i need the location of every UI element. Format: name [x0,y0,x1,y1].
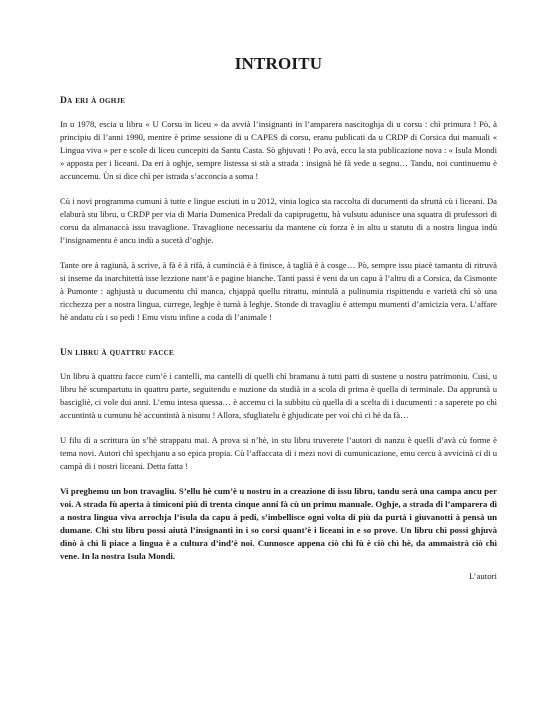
section-heading: Un libru à quattru facce [60,348,174,358]
paragraph: Cù i novi programma cumuni à tutte e lingue esciuti in u 2012, vinia logica sta raccolta di ducumenti da sfruttà cù i liceani. Da elaburà stu libru, u CRDP per via di Maria Dumenica Predali da capiprugettu, hà vulsutu adunisce una squatra di prufessori di corsu da almanaccà issu travaglione. Travaglione necessariu da mantene cù forza è in altu u statutu di a nostra lingua indù l’insignamentu è ancu indù a sucetà d’oghje. [60,196,497,245]
document-page [60,54,497,581]
section-un-libru [60,348,497,473]
closing-paragraph: Vi preghemu un bon travagliu. S’ellu hè cum’è u nostru in a creazione di issu libru, tandu serà una campa ancu per voi. A strada fù aperta à timiconi più di trenta cinque anni fà cù un primu manuale. Oghje, a strada di l’amparera di a nostra lingua viva arrochja l’isula da capu à pedi, s’imbellisce ogni volta di più da purtà i giuvanotti à pensà un dumane. Chì stu libru possi aiutà l’insignanti in i so corsi quant’è i liceani in e so prove. Un libru chì possi ghjuvà dinò à chì li piace a lingua è a cultura d’ind’è noi. Cunnosce appena ciò chì fù è ciò chì hè, da ammaistrà ciò chì vene. In la nostra Isula Mondi. [60,486,497,561]
paragraph: Tante ore à ragiunà, à scrive, à fà è à rifà, à cumincià è à finisce, à taglià è à cosge… Pò, sempre issu piacè tamantu di ritruvà si inseme da inarchitettà isse lezzione nant’à e pagine bianche. Tanti passi è veni da un capu à l’altru di a Corsica, da Cismonte à Pumonte : aghjustà u ducumentu chì manca, chjappà quellu ritrattu, mintulà a pulinumia rispittendu e varietà chì sò una ricchezza per a nostra lingua, currege, leghje è turnà à leghje. Stonde di travagliu è attempu mumenti d’amicizia vera. L’affare hè andatu cù i so pedi ! Emu vistu infine a coda di l’animale ! [60,260,497,322]
paragraph: Un libru à quattru facce cum’è i cantelli, ma cantelli di quelli chì bramanu à tutti patti di sustene u nostru patrimoniu. Cusì, u libru hè scumpartutu in quattru parte, seguitendu e nuzione da studià in a scola di prima è quella di terminale. Da appruntà u bascigliè, ci vole dui anni. L’emu intesa quessa… è accemu ci la subbitu cù quella di a scelta di i ducumenti : a saperete po chì accuntintà u cumunu hè accuntintà à nisunu ! Allora, sfugliatelu è ghjudicate per voi chì ci hè da fà… [60,371,497,420]
section-da-eri [60,96,497,324]
signature: L’autori [468,571,497,581]
paragraph: In u 1978, escia u libru « U Corsu in liceu » da avvià l’insignanti in l’amparera nascitoghja di u corsu : chì primura ! Pò, à principiu di l’anni 1990, mentre è prime sessione di u CAPES di corsu, eranu publicati da u CRDP di Corsica dui manuali « Lingua viva » per e scole di liceu cuncepiti da Santu Casta. Sò ghjuvati ! Po avà, eccu la sta publicazione nova : « Isula Mondi » apposta per i liceani. Da eri à oghje, sempre listessa si stà a strada : insignà hè fà vede u segnu… Tandu, noi cuntinuemu è accuncemu. Ùn si dice chì per istrada s’acconcia a soma ! [60,119,497,181]
section-heading: Da eri à oghje [60,96,126,106]
paragraph: U filu di a scrittura ùn s’hè strappatu mai. A prova si n’hè, in stu libru truverete l’autori di nanzu è quelli d’avà cù forme è tema novi. Autori chì spechjanu a so epica propia. Cù l’affaccata di i mezi novi di cumunicazione, emu cercu à avvicinà ci di u campà di i nostri liceani. Detta fatta ! [60,435,497,471]
page-title: INTROITU [234,54,323,73]
